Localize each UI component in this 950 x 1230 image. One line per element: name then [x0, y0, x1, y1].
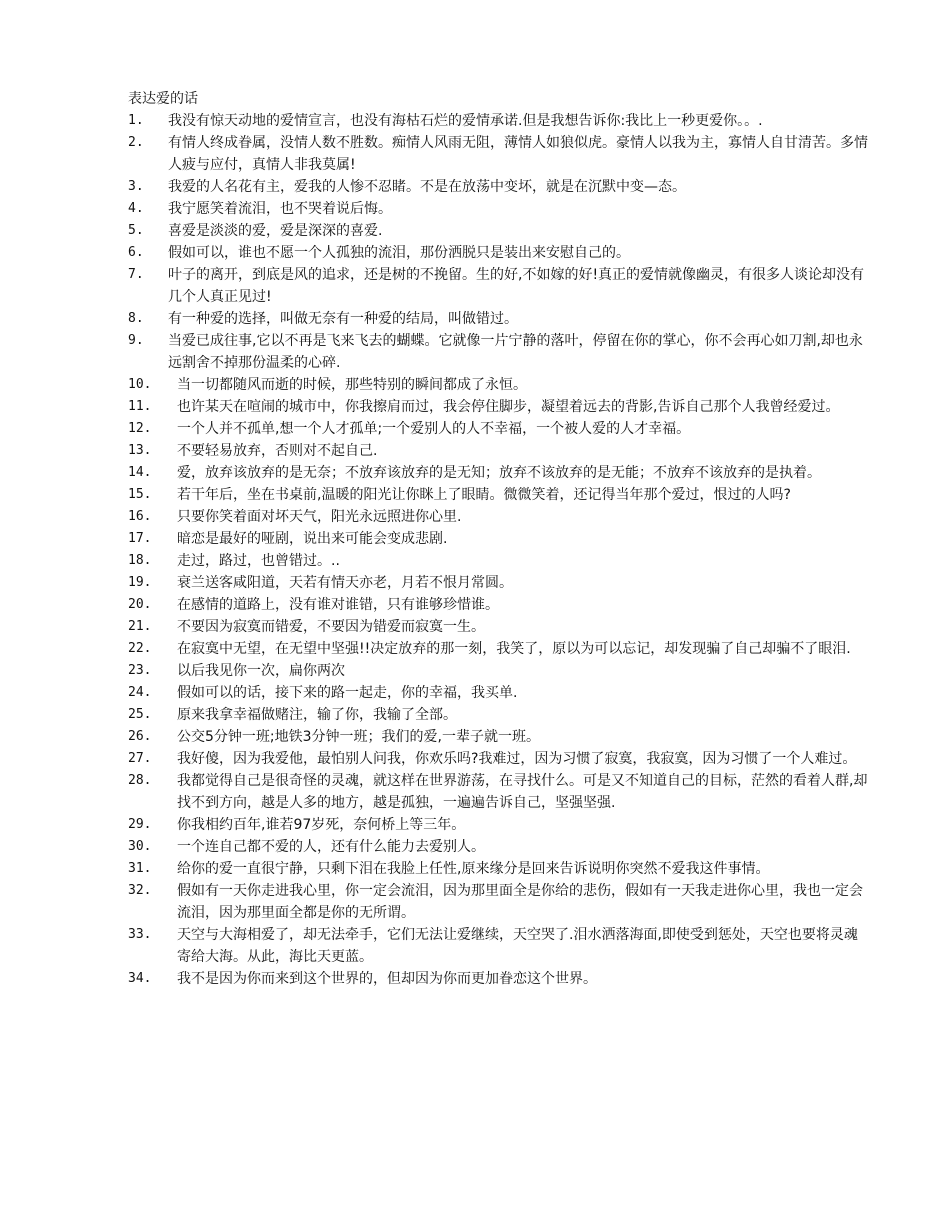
item-text: 我爱的人名花有主，爱我的人惨不忍睹。不是在放荡中变坏，就是在沉默中变—态。: [168, 179, 686, 195]
item-text: 不要因为寂寞而错爱，不要因为错爱而寂寞一生。: [177, 619, 485, 635]
document-page: [128, 88, 868, 990]
item-number: 11.: [128, 399, 152, 414]
item-text: 你我相约百年,谁若97岁死，奈何桥上等三年。: [177, 817, 466, 833]
item-text: 原来我拿幸福做赌注，输了你，我输了全部。: [177, 707, 457, 723]
list-item: [128, 418, 868, 440]
item-text: 公交5分钟一班;地铁3分钟一班；我们的爱,一辈子就一班。: [177, 729, 540, 745]
item-number: 1.: [128, 113, 144, 128]
item-number: 14.: [128, 465, 152, 480]
list-item: [128, 198, 868, 220]
item-number: 16.: [128, 509, 152, 524]
item-number: 22.: [128, 641, 152, 656]
item-number: 25.: [128, 707, 152, 722]
item-text: 我不是因为你而来到这个世界的，但却因为你而更加眷恋这个世界。: [177, 971, 597, 987]
list-item: [128, 484, 868, 506]
item-text: 有情人终成眷属，没情人数不胜数。痴情人风雨无阻，薄情人如狼似虎。豪情人以我为主，寡情人自甘清苦。多情人疲与应付，真情人非我莫属!: [168, 135, 868, 173]
item-number: 21.: [128, 619, 152, 634]
list-item: [128, 616, 868, 638]
item-text: 当一切都随风而逝的时候，那些特别的瞬间都成了永恒。: [177, 377, 527, 393]
item-text: 假如可以，谁也不愿一个人孤独的流泪，那份洒脱只是装出来安慰自己的。: [168, 245, 630, 261]
item-number: 19.: [128, 575, 152, 590]
item-number: 20.: [128, 597, 152, 612]
item-text: 我好傻，因为我爱他，最怕别人问我，你欢乐吗?我难过，因为习惯了寂寞，我寂寞，因为习惯了一个人难过。: [177, 751, 857, 767]
item-number: 7.: [128, 267, 144, 282]
item-text: 走过，路过，也曾错过。..: [177, 553, 340, 569]
list-item: [128, 968, 868, 990]
item-number: 17.: [128, 531, 152, 546]
item-text: 一个人并不孤单,想一个人才孤单;一个爱别人的人不幸福，一个被人爱的人才幸福。: [177, 421, 691, 437]
item-number: 4.: [128, 201, 144, 216]
list-item: [128, 132, 868, 176]
item-text: 暗恋是最好的哑剧，说出来可能会变成悲剧.: [177, 531, 448, 547]
item-text: 我没有惊天动地的爱情宣言，也没有海枯石烂的爱情承诺.但是我想告诉你:我比上一秒更爱你。。.: [168, 113, 763, 129]
item-text: 叶子的离开，到底是风的追求，还是树的不挽留。生的好,不如嫁的好!真正的爱情就像幽灵，有很多人谈论却没有几个人真正见过!: [168, 267, 865, 305]
item-number: 32.: [128, 883, 152, 898]
list-item: [128, 528, 868, 550]
item-number: 28.: [128, 773, 152, 788]
item-text: 假如有一天你走进我心里，你一定会流泪，因为那里面全是你给的悲伤，假如有一天我走进你心里，我也一定会流泪，因为那里面全都是你的无所谓。: [177, 883, 863, 921]
item-text: 我宁愿笑着流泪，也不哭着说后悔。: [168, 201, 392, 217]
list-item: [128, 858, 868, 880]
item-number: 26.: [128, 729, 152, 744]
item-text: 不要轻易放弃，否则对不起自己.: [177, 443, 378, 459]
list-item: [128, 220, 868, 242]
list-item: [128, 264, 868, 308]
list-item: [128, 374, 868, 396]
item-text: 我都觉得自己是很奇怪的灵魂，就这样在世界游荡，在寻找什么。可是又不知道自己的目标，茫然的看着人群,却找不到方向，越是人多的地方，越是孤独，一遍遍告诉自己，坚强坚强.: [177, 773, 868, 811]
item-number: 2.: [128, 135, 144, 150]
list-item: [128, 572, 868, 594]
list-item: [128, 924, 868, 968]
list-item: [128, 594, 868, 616]
item-text: 以后我见你一次，扁你两次: [177, 663, 345, 679]
item-text: 在感情的道路上，没有谁对谁错，只有谁够珍惜谁。: [177, 597, 499, 613]
list-item: [128, 506, 868, 528]
item-number: 34.: [128, 971, 152, 986]
item-number: 15.: [128, 487, 152, 502]
item-text: 只要你笑着面对坏天气，阳光永远照进你心里.: [177, 509, 462, 525]
document-title: 表达爱的话: [128, 91, 198, 107]
item-text: 天空与大海相爱了，却无法牵手，它们无法让爱继续，天空哭了.泪水洒落海面,即使受到惩处，天空也要将灵魂寄给大海。从此，海比天更蓝。: [177, 927, 858, 965]
list-item: [128, 748, 868, 770]
item-text: 有一种爱的选择，叫做无奈有一种爱的结局，叫做错过。: [168, 311, 518, 327]
item-text: 在寂寞中无望，在无望中坚强!!决定放弃的那一刻，我笑了，原以为可以忘记，却发现骗了自己却骗不了眼泪.: [177, 641, 851, 657]
item-text: 衰兰送客咸阳道，天若有情天亦老，月若不恨月常圆。: [177, 575, 513, 591]
list-item: [128, 176, 868, 198]
item-number: 33.: [128, 927, 152, 942]
item-number: 10.: [128, 377, 152, 392]
item-text: 当爱已成往事,它以不再是飞来飞去的蝴蝶。它就像一片宁静的落叶，停留在你的掌心，你不会再心如刀割,却也永远割舍不掉那份温柔的心碎.: [168, 333, 863, 371]
list-item: [128, 638, 868, 660]
item-number: 23.: [128, 663, 152, 678]
list-item: [128, 440, 868, 462]
list-item: [128, 880, 868, 924]
list-item: [128, 704, 868, 726]
item-text: 给你的爱一直很宁静，只剩下泪在我脸上任性,原来缘分是回来告诉说明你突然不爱我这件事情。: [177, 861, 770, 877]
list-item: [128, 836, 868, 858]
list-item: [128, 814, 868, 836]
list-item: [128, 242, 868, 264]
item-number: 6.: [128, 245, 144, 260]
item-number: 9.: [128, 333, 144, 348]
item-number: 8.: [128, 311, 144, 326]
list-item: [128, 682, 868, 704]
item-number: 12.: [128, 421, 152, 436]
item-number: 3.: [128, 179, 144, 194]
item-text: 假如可以的话，接下来的路一起走，你的幸福，我买单.: [177, 685, 518, 701]
item-text: 若干年后，坐在书桌前,温暖的阳光让你眯上了眼睛。微微笑着，还记得当年那个爱过，恨过的人吗?: [177, 487, 791, 503]
list-item: [128, 660, 868, 682]
list-item: [128, 462, 868, 484]
item-number: 31.: [128, 861, 152, 876]
item-number: 24.: [128, 685, 152, 700]
list-item: [128, 396, 868, 418]
list-item: [128, 726, 868, 748]
item-number: 5.: [128, 223, 144, 238]
item-number: 30.: [128, 839, 152, 854]
numbered-list: [128, 110, 868, 990]
list-item: [128, 308, 868, 330]
item-text: 爱，放弃该放弃的是无奈；不放弃该放弃的是无知；放弃不该放弃的是无能；不放弃不该放弃的是执着。: [177, 465, 821, 481]
item-number: 29.: [128, 817, 152, 832]
list-item: [128, 330, 868, 374]
item-text: 一个连自己都不爱的人，还有什么能力去爱别人。: [177, 839, 485, 855]
item-number: 13.: [128, 443, 152, 458]
item-number: 27.: [128, 751, 152, 766]
item-text: 也许某天在喧闹的城市中，你我擦肩而过，我会停住脚步，凝望着远去的背影,告诉自己那个人我曾经爱过。: [177, 399, 840, 415]
list-item: [128, 110, 868, 132]
list-item: [128, 550, 868, 572]
item-text: 喜爱是淡淡的爱，爱是深深的喜爱.: [168, 223, 383, 239]
list-item: [128, 770, 868, 814]
item-number: 18.: [128, 553, 152, 568]
